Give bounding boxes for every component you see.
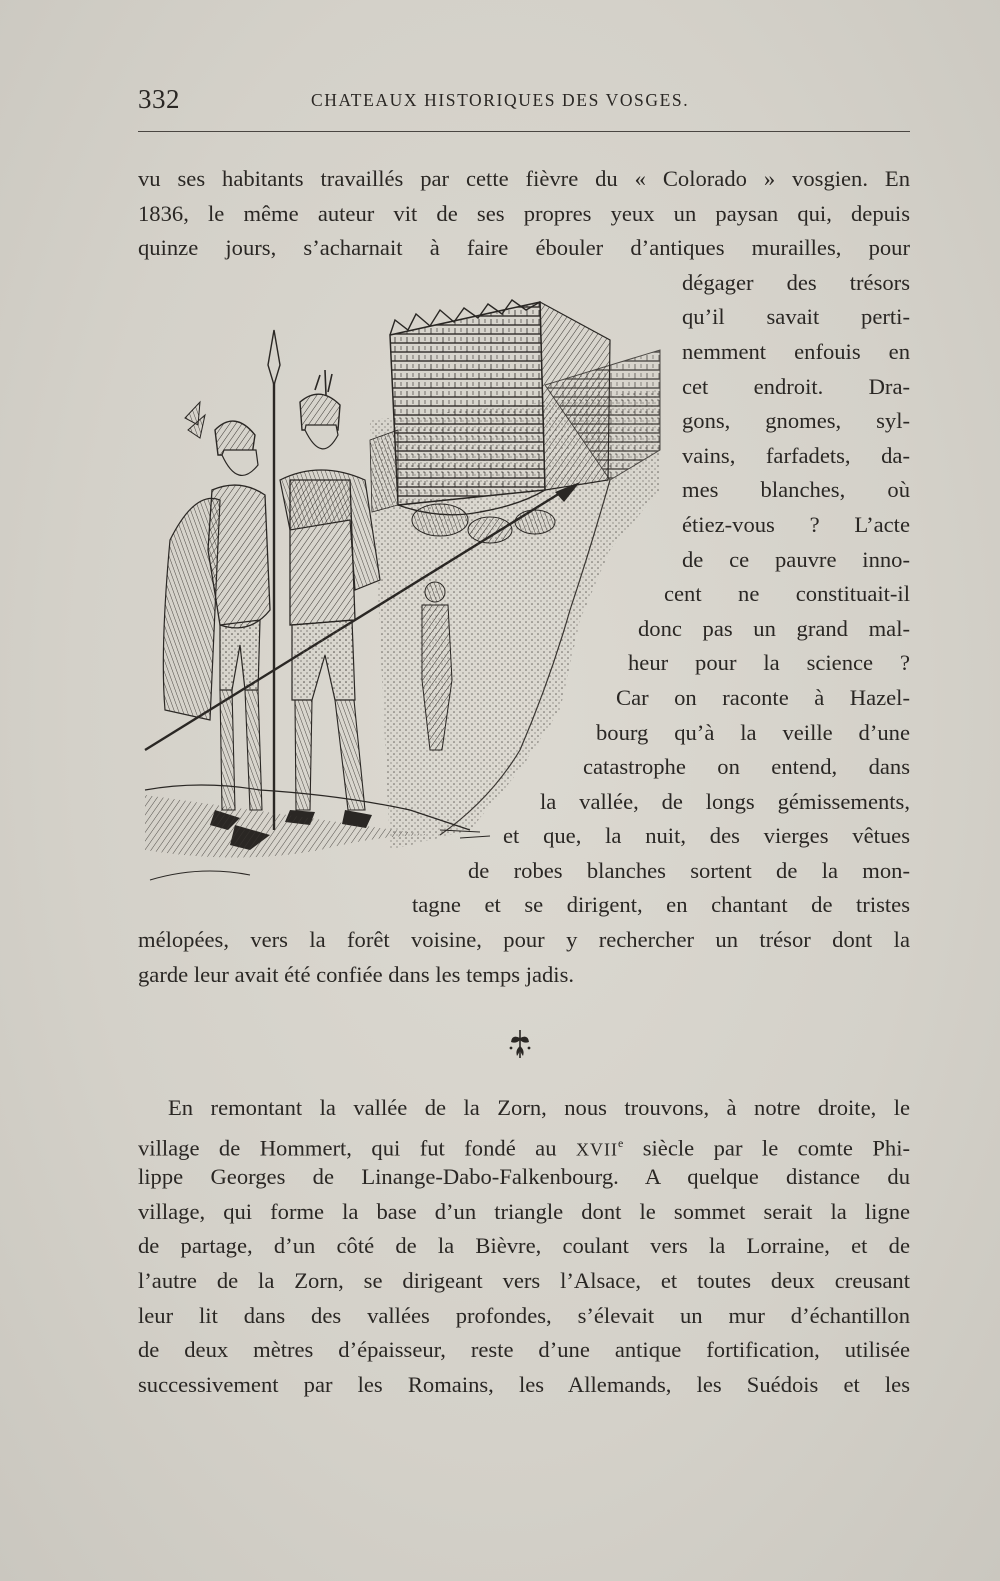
right-warrior <box>280 370 380 828</box>
text-line: qu’il savait perti- <box>682 304 910 330</box>
text-line: l’autre de la Zorn, se dirigeant vers l’Alsace, et toutes deux creusant <box>138 1267 910 1293</box>
header-rule <box>138 131 910 132</box>
text-line: heur pour la science ? <box>628 650 910 676</box>
text-line: vains, farfadets, da- <box>682 442 910 468</box>
text-line: et que, la nuit, des vierges vêtues <box>503 823 910 849</box>
text-line: cet endroit. Dra- <box>682 373 910 399</box>
text-line: garde leur avait été confiée dans les temps jadis. <box>138 961 575 987</box>
text-segment: siècle par le comte Phi- <box>623 1135 910 1161</box>
text-line: étiez-vous ? L’acte <box>682 511 910 537</box>
century-numeral: XVII <box>575 1139 618 1160</box>
left-warrior <box>163 402 270 850</box>
fleuron-ornament <box>508 1028 532 1060</box>
text-line: tagne et se dirigent, en chantant de tristes <box>412 892 910 918</box>
text-line: mélopées, vers la forêt voisine, pour y rechercher un trésor dont la <box>138 927 910 953</box>
text-line: lippe Georges de Linange-Dabo-Falkenbourg. A quelque distance du <box>138 1164 910 1190</box>
text-line: Car on raconte à Hazel- <box>616 684 910 710</box>
page-header <box>138 84 910 118</box>
text-line: mes blanches, où <box>682 477 910 503</box>
text-line: village, qui forme la base d’un triangle dont le sommet serait la ligne <box>138 1198 910 1224</box>
text-line <box>138 1126 910 1161</box>
text-line: de partage, d’un côté de la Bièvre, coulant vers la Lorraine, et de <box>138 1233 910 1259</box>
text-line: bourg qu’à la veille d’une <box>596 719 910 745</box>
text-line: nemment enfouis en <box>682 338 910 364</box>
running-head: CHATEAUX HISTORIQUES DES VOSGES. <box>311 90 690 110</box>
text-line: En remontant la vallée de la Zorn, nous trouvons, à notre droite, le <box>168 1095 910 1120</box>
text-line: catastrophe on entend, dans <box>583 754 910 780</box>
text-line: 1836, le même auteur vit de ses propres yeux un paysan qui, depuis <box>138 200 910 226</box>
text-line: donc pas un grand mal- <box>638 615 910 641</box>
text-segment: village de Hommert, qui fut fondé au <box>138 1135 576 1161</box>
text-line: successivement par les Romains, les Allemands, les Suédois et les <box>138 1371 910 1397</box>
text-line: de ce pauvre inno- <box>682 546 910 572</box>
text-line: vu ses habitants travaillés par cette fièvre du « Colorado » vosgien. En <box>138 166 910 191</box>
text-line: cent ne constituait-il <box>664 581 910 607</box>
text-line: de deux mètres d’épaisseur, reste d’une antique fortification, utilisée <box>138 1337 910 1363</box>
text-line: de robes blanches sortent de la mon- <box>468 857 910 883</box>
century-superscript: e <box>617 1135 624 1150</box>
text-line: quinze jours, s’acharnait à faire ébouler d’antiques murailles, pour <box>138 235 910 261</box>
page-number: 332 <box>138 84 180 114</box>
text-line: leur lit dans des vallées profondes, s’élevait un mur d’échantillon <box>138 1302 910 1328</box>
warriors-engraving-illustration <box>140 290 680 905</box>
text-line: gons, gnomes, syl- <box>682 408 910 434</box>
paragraph-2 <box>138 1091 910 1402</box>
text-line: la vallée, de longs gémissements, <box>540 788 910 814</box>
text-line: dégager des trésors <box>682 269 910 295</box>
